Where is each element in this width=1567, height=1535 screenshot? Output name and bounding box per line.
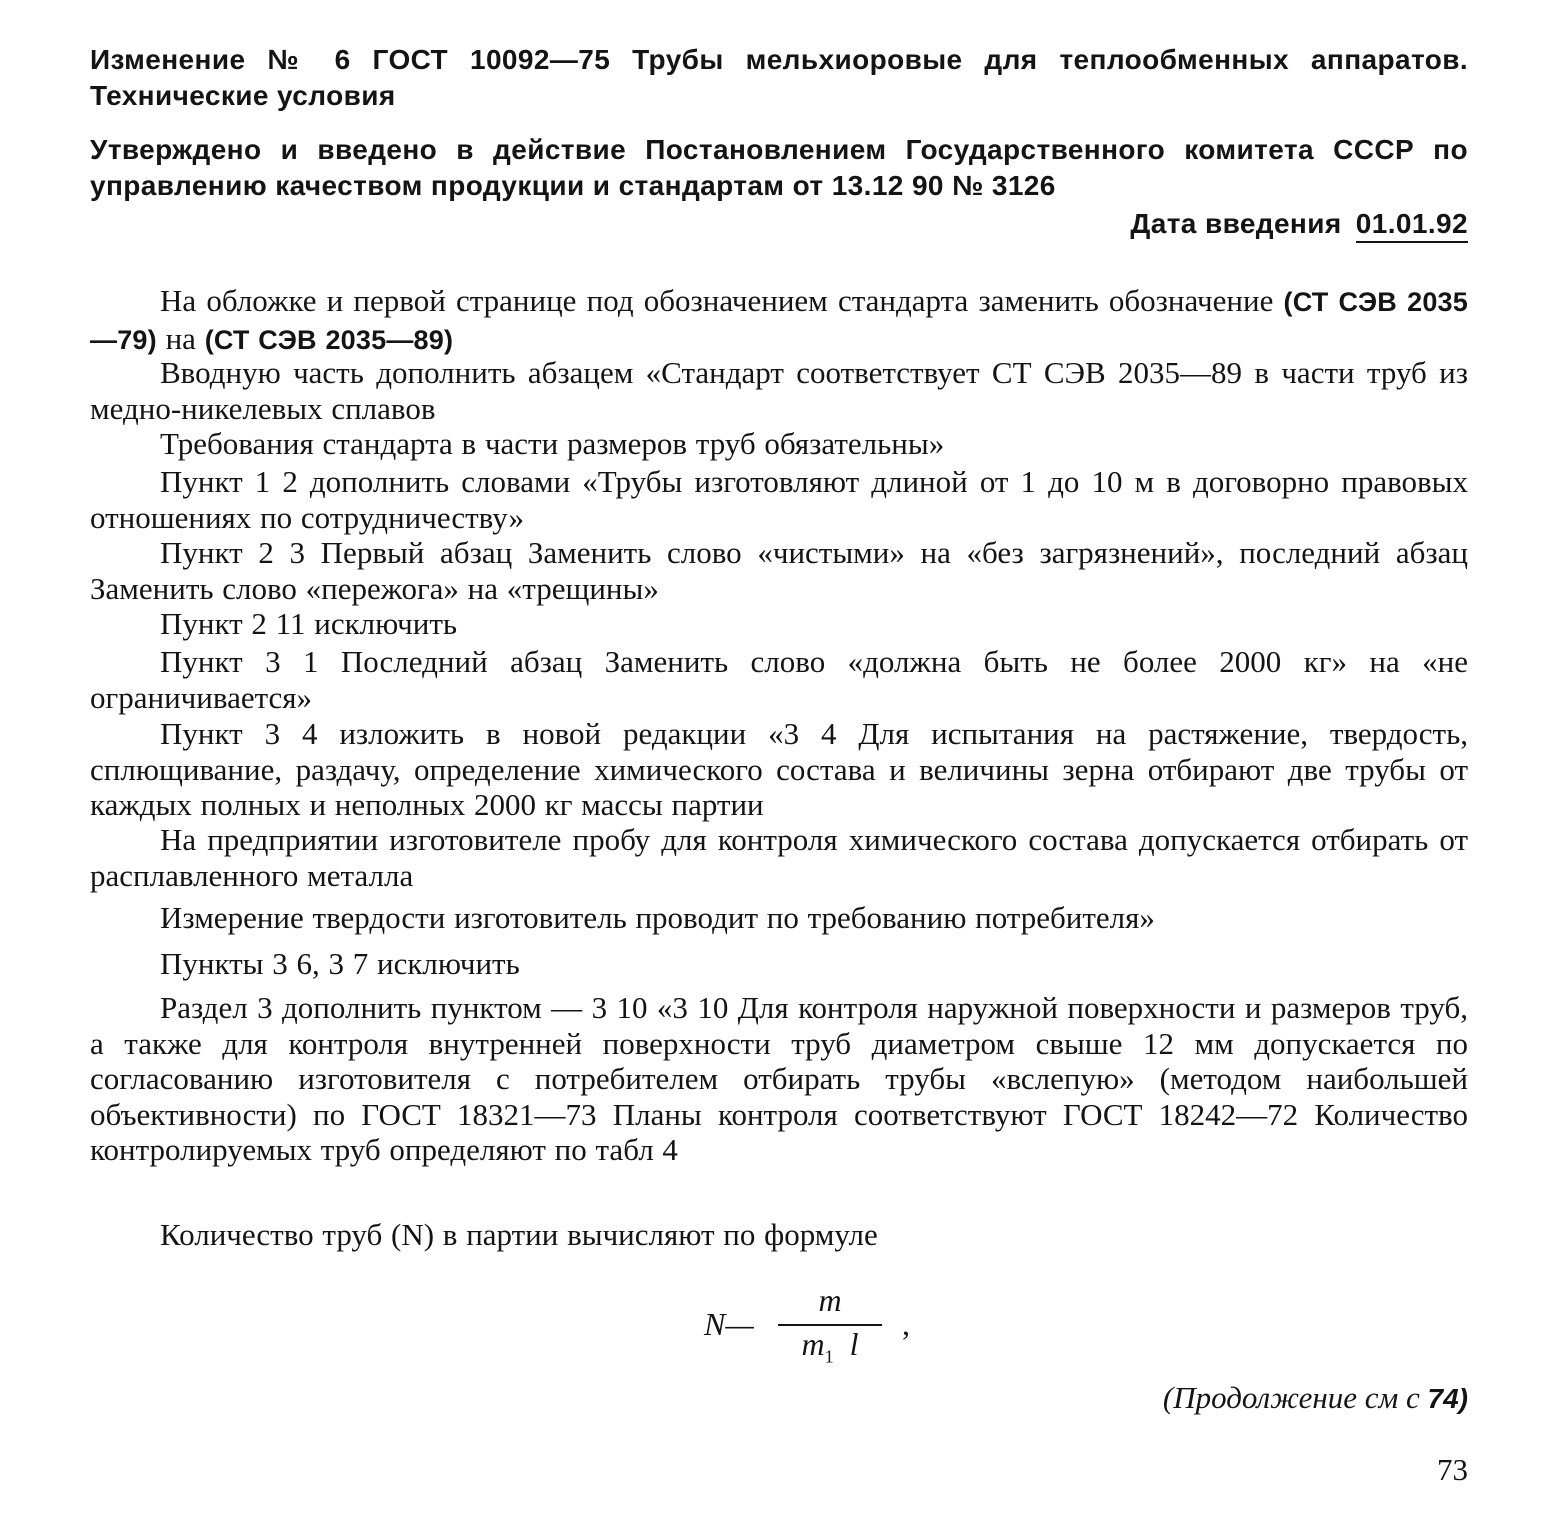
continuation-text: (Продолжение см с xyxy=(1162,1380,1420,1415)
paragraph-item-2-3: Пункт 2 3 Первый абзац Заменить слово «чистыми» на «без загрязнений», последний абзац Заменить слово «пережога» на «трещины» xyxy=(90,535,1468,606)
effective-date-value: 01.01.92 xyxy=(1356,207,1468,243)
paragraph-text: На обложке и первой странице под обозначением стандарта заменить обозначение xyxy=(160,283,1274,318)
continuation-note xyxy=(1163,1380,1468,1417)
effective-date-label: Дата введения xyxy=(1130,208,1342,239)
paragraph-item-2-11: Пункт 2 11 исключить xyxy=(160,606,458,641)
formula-comma: , xyxy=(902,1306,910,1342)
paragraph-size-requirements: Требования стандарта в части размеров труб обязательны» xyxy=(160,426,945,461)
paragraph-item-3-1: Пункт 3 1 Последний абзац Заменить слово «должна быть не более 2000 кг» на «не ограничивается» xyxy=(90,644,1468,715)
paragraph-cover-designation xyxy=(90,283,1468,358)
paragraph-hardness: Измерение твердости изготовитель проводит по требованию потребителя» xyxy=(160,900,1155,935)
amendment-title: Изменение № 6 ГОСТ 10092—75 Трубы мельхиоровые для теплообменных аппаратов. Технические условия xyxy=(90,44,1468,111)
paragraph-intro-addition: Вводную часть дополнить абзацем «Стандарт соответствует СТ СЭВ 2035—89 в части труб из медно-никелевых сплавов xyxy=(90,355,1468,426)
effective-date xyxy=(1130,206,1468,243)
paragraph-item-1-2: Пункт 1 2 дополнить словами «Трубы изготовляют длиной от 1 до 10 м в договорно правовых отношениях по сотрудничеству» xyxy=(90,464,1468,535)
page-number: 73 xyxy=(1437,1452,1468,1487)
paragraph-chemical-sample: На предприятии изготовителе пробу для контроля химического состава допускается отбирать от расплавленного металла xyxy=(90,822,1468,893)
formula-fraction xyxy=(778,1282,882,1367)
paragraph-item-3-4: Пункт 3 4 изложить в новой редакции «3 4 Для испытания на растяжение, твердость, сплющивание, раздачу, определение химического состава и величины зерна отбирают две трубы от каждых полных и неполных 2000 кг массы партии xyxy=(90,716,1468,822)
approval-statement: Утверждено и введено в действие Постановлением Государственного комитета СССР по управлению качеством продукции и стандартам от 13.12 90 № 3126 xyxy=(90,134,1468,201)
formula-den-subscript: 1 xyxy=(824,1346,834,1367)
formula-denominator xyxy=(778,1326,882,1367)
paragraph-items-3-6-3-7: Пункты 3 6, 3 7 исключить xyxy=(160,946,520,981)
formula-numerator: m xyxy=(818,1282,842,1318)
continuation-page: 74) xyxy=(1427,1383,1468,1414)
formula-den-l: l xyxy=(849,1326,859,1362)
paragraph-text: на xyxy=(165,320,196,356)
paragraph-section-3-10: Раздел 3 дополнить пунктом — 3 10 «3 10 Для контроля наружной поверхности и размеров труб, а также для контроля внутренней поверхности труб диаметром свыше 12 мм допускается по согласованию изготовителя с потребителем отбирать трубы «вслепую» (методом наибольшей объективности) по ГОСТ 18321—73 Планы контроля соответствуют ГОСТ 18242—72 Количество контролируемых труб определяют по табл 4 xyxy=(90,990,1468,1167)
formula-den-m: m xyxy=(801,1326,825,1362)
paragraph-formula-intro: Количество труб (N) в партии вычисляют по формуле xyxy=(160,1217,878,1252)
formula-lhs: N— xyxy=(704,1306,754,1342)
pipe-count-formula xyxy=(700,1282,940,1367)
old-designation: (СТ СЭВ 2035—79) xyxy=(90,287,1468,355)
new-designation: (СТ СЭВ 2035—89) xyxy=(204,324,454,355)
